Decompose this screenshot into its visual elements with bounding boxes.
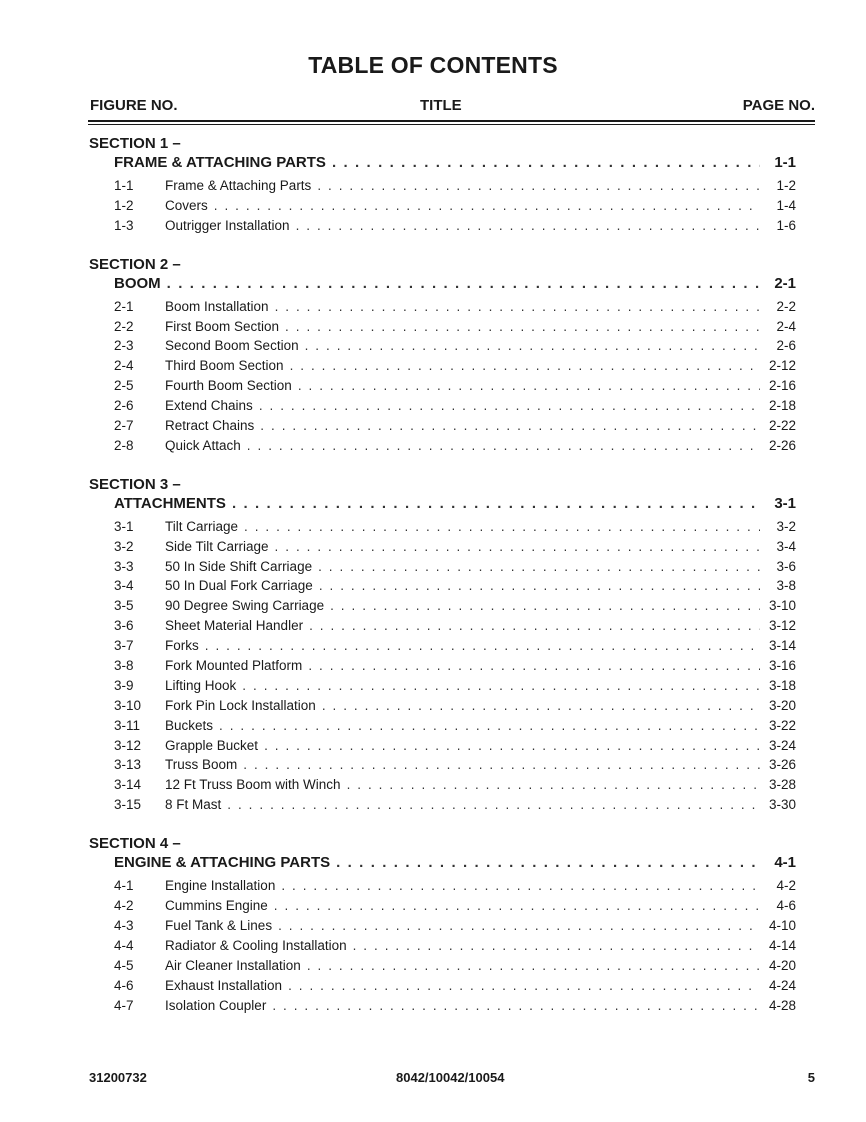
dot-leader [232,494,760,514]
entry-title: Fork Mounted Platform [165,658,303,674]
dot-leader [353,936,760,956]
header-rule-thin [88,124,815,125]
figure-number: 3-9 [114,677,134,693]
dot-leader [336,853,760,873]
toc-entry[interactable] [89,517,796,537]
toc-entry[interactable] [89,436,796,456]
toc-section [89,255,796,456]
toc-entry[interactable] [89,616,796,636]
dot-leader [214,196,760,216]
entry-page: 2-6 [776,338,796,354]
entry-page: 3-4 [776,538,796,554]
entry-page: 4-14 [768,937,796,953]
entry-title: 12 Ft Truss Boom with Winch [165,777,341,793]
toc-entry[interactable] [89,956,796,976]
toc-entry[interactable] [89,537,796,557]
entry-title: Grapple Bucket [165,737,259,753]
figure-number: 4-3 [114,917,134,933]
entry-page: 3-10 [768,598,796,614]
figure-number: 2-2 [114,318,134,334]
page-title: TABLE OF CONTENTS [308,52,558,78]
entry-page: 3-26 [768,757,796,773]
figure-number: 3-8 [114,658,134,674]
entry-title: 50 In Side Shift Carriage [165,558,313,574]
figure-number: 3-10 [114,697,142,713]
entry-title: Fork Pin Lock Installation [165,697,316,713]
dot-leader [275,297,760,317]
entry-title: Retract Chains [165,418,255,434]
entry-title: Tilt Carriage [165,518,239,534]
entry-page: 3-2 [776,518,796,534]
dot-leader [332,153,760,173]
model-numbers: 8042/10042/10054 [396,1070,505,1085]
entry-page: 4-20 [768,957,796,973]
entry-page: 3-16 [768,658,796,674]
figure-number: 4-4 [114,937,134,953]
entry-page: 3-8 [776,578,796,594]
figure-number: 2-4 [114,358,134,374]
figure-number: 1-3 [114,217,134,233]
entry-page: 3-20 [768,697,796,713]
entry-page: 1-6 [776,217,796,233]
dot-leader [319,576,760,596]
entry-title: Fourth Boom Section [165,378,292,394]
entry-page: 3-24 [768,737,796,753]
entry-title: Truss Boom [165,757,238,773]
entry-title: Extend Chains [165,398,253,414]
toc-list [89,134,796,1034]
toc-entry[interactable] [89,176,796,196]
dot-leader [260,416,760,436]
section-label: SECTION 4 – [89,835,181,853]
entry-title: Boom Installation [165,298,269,314]
entry-title: Covers [165,197,208,213]
figure-number: 3-14 [114,777,142,793]
toc-entry[interactable] [89,557,796,577]
dot-leader [318,557,760,577]
toc-section [89,834,796,1015]
dot-leader [305,336,760,356]
entry-title: Buckets [165,717,214,733]
entry-title: Frame & Attaching Parts [165,178,312,193]
figure-number: 2-6 [114,398,134,414]
toc-entry[interactable] [89,317,796,337]
toc-entry[interactable] [89,656,796,676]
entry-title: 8 Ft Mast [165,797,222,813]
toc-entry[interactable] [89,376,796,396]
entry-title: 50 In Dual Fork Carriage [165,578,313,594]
dot-leader [243,755,760,775]
entry-title: Air Cleaner Installation [165,957,301,973]
toc-entry[interactable] [89,775,796,795]
toc-entry[interactable] [89,936,796,956]
entry-page: 4-10 [768,917,796,933]
entry-title: Quick Attach [165,437,241,453]
section-heading-link[interactable] [89,853,796,873]
entry-page: 1-4 [776,197,796,213]
figure-no-header: FIGURE NO. [90,97,178,114]
dot-leader [290,356,760,376]
dot-leader [242,676,760,696]
section-page: 1-1 [774,154,796,171]
toc-entry[interactable] [89,297,796,317]
toc-section [89,134,796,236]
section-heading-link[interactable] [89,494,796,514]
entry-title: Side Tilt Carriage [165,538,269,554]
entry-title: Isolation Coupler [165,997,267,1013]
dot-leader [167,274,760,294]
entry-page: 2-22 [768,418,796,434]
toc-entry[interactable] [89,396,796,416]
entry-page: 3-28 [768,777,796,793]
dot-leader [264,736,760,756]
entry-title: Lifting Hook [165,677,237,693]
toc-entry[interactable] [89,755,796,775]
figure-number: 3-4 [114,578,134,594]
dot-leader [285,317,760,337]
entry-title: Third Boom Section [165,358,284,374]
entry-title: Engine Installation [165,878,276,894]
section-heading-link[interactable] [89,274,796,294]
entry-page: 2-4 [776,318,796,334]
entry-page: 3-18 [768,677,796,693]
figure-number: 3-5 [114,598,134,614]
dot-leader [296,216,760,236]
dot-leader [317,176,760,196]
figure-number: 3-2 [114,538,134,554]
dot-leader [244,517,760,537]
toc-entry[interactable] [89,356,796,376]
toc-section [89,475,796,815]
toc-entry[interactable] [89,736,796,756]
entry-title: 90 Degree Swing Carriage [165,598,325,614]
dot-leader [227,795,760,815]
section-label: SECTION 2 – [89,255,181,273]
figure-number: 4-6 [114,977,134,993]
section-page: 4-1 [774,854,796,872]
toc-entry[interactable] [89,876,796,896]
title-header: TITLE [420,97,462,114]
dot-leader [247,436,760,456]
dot-leader [298,376,760,396]
figure-number: 4-2 [114,898,134,914]
dot-leader [288,976,760,996]
entry-title: Sheet Material Handler [165,618,304,634]
dot-leader [322,696,760,716]
entry-title: First Boom Section [165,318,280,334]
dot-leader [272,996,760,1016]
figure-number: 1-1 [114,178,134,193]
entry-page: 4-24 [768,977,796,993]
entry-title: Radiator & Cooling Installation [165,937,347,953]
figure-number: 2-5 [114,378,134,394]
dot-leader [330,596,760,616]
figure-number: 1-2 [114,197,134,213]
section-heading: FRAME & ATTACHING PARTS [114,154,326,171]
toc-entry[interactable] [89,216,796,236]
toc-entry[interactable] [89,696,796,716]
toc-entry[interactable] [89,416,796,436]
toc-entry[interactable] [89,916,796,936]
figure-number: 2-3 [114,338,134,354]
entry-page: 4-2 [776,878,796,894]
section-label: SECTION 1 – [89,135,181,152]
toc-entry[interactable] [89,636,796,656]
toc-entry[interactable] [89,795,796,815]
doc-number: 31200732 [89,1070,147,1085]
figure-number: 3-15 [114,797,142,813]
entry-title: Fuel Tank & Lines [165,917,273,933]
dot-leader [219,716,760,736]
figure-number: 4-5 [114,957,134,973]
entry-title: Forks [165,638,199,654]
entry-title: Exhaust Installation [165,977,283,993]
figure-number: 3-11 [114,717,141,733]
figure-number: 2-8 [114,437,134,453]
entry-page: 4-6 [776,898,796,914]
toc-entry[interactable] [89,676,796,696]
dot-leader [281,876,760,896]
section-page: 3-1 [774,494,796,512]
entry-page: 3-22 [768,717,796,733]
dot-leader [278,916,760,936]
toc-entry[interactable] [89,976,796,996]
dot-leader [275,537,760,557]
entry-title: Second Boom Section [165,338,299,354]
toc-entry[interactable] [89,596,796,616]
dot-leader [347,775,760,795]
entry-page: 4-28 [768,997,796,1013]
figure-number: 3-3 [114,558,134,574]
page-number: 5 [807,1070,815,1085]
toc-entry[interactable] [89,716,796,736]
toc-entry[interactable] [89,196,796,216]
figure-number: 2-1 [114,298,134,314]
entry-page: 2-26 [768,437,796,453]
dot-leader [205,636,760,656]
entry-page: 2-16 [768,378,796,394]
entry-page: 2-18 [768,398,796,414]
figure-number: 2-7 [114,418,134,434]
section-page: 2-1 [774,274,796,292]
figure-number: 3-6 [114,618,134,634]
entry-page: 3-30 [768,797,796,813]
header-rule [88,120,815,122]
entry-page: 2-2 [776,298,796,314]
dot-leader [309,616,760,636]
figure-number: 4-1 [114,878,134,894]
entry-page: 3-14 [768,638,796,654]
entry-title: Cummins Engine [165,898,268,914]
dot-leader [274,896,760,916]
column-headers [90,97,815,117]
dot-leader [308,656,760,676]
entry-page: 2-12 [768,358,796,374]
figure-number: 3-12 [114,737,142,753]
figure-number: 3-7 [114,638,134,654]
entry-page: 1-2 [776,178,796,193]
section-heading-link[interactable] [89,153,796,173]
entry-page: 3-6 [776,558,796,574]
toc-entry[interactable] [89,336,796,356]
figure-number: 3-13 [114,757,142,773]
dot-leader [259,396,760,416]
page-no-header: PAGE NO. [742,97,815,114]
section-heading: ATTACHMENTS [114,494,226,512]
entry-title: Outrigger Installation [165,217,290,233]
toc-entry[interactable] [89,576,796,596]
figure-number: 4-7 [114,997,134,1013]
dot-leader [307,956,760,976]
figure-number: 3-1 [114,518,134,534]
entry-page: 3-12 [768,618,796,634]
section-label: SECTION 3 – [89,475,181,493]
toc-entry[interactable] [89,996,796,1016]
toc-entry[interactable] [89,896,796,916]
section-heading: BOOM [114,274,161,292]
section-heading: ENGINE & ATTACHING PARTS [114,854,331,872]
